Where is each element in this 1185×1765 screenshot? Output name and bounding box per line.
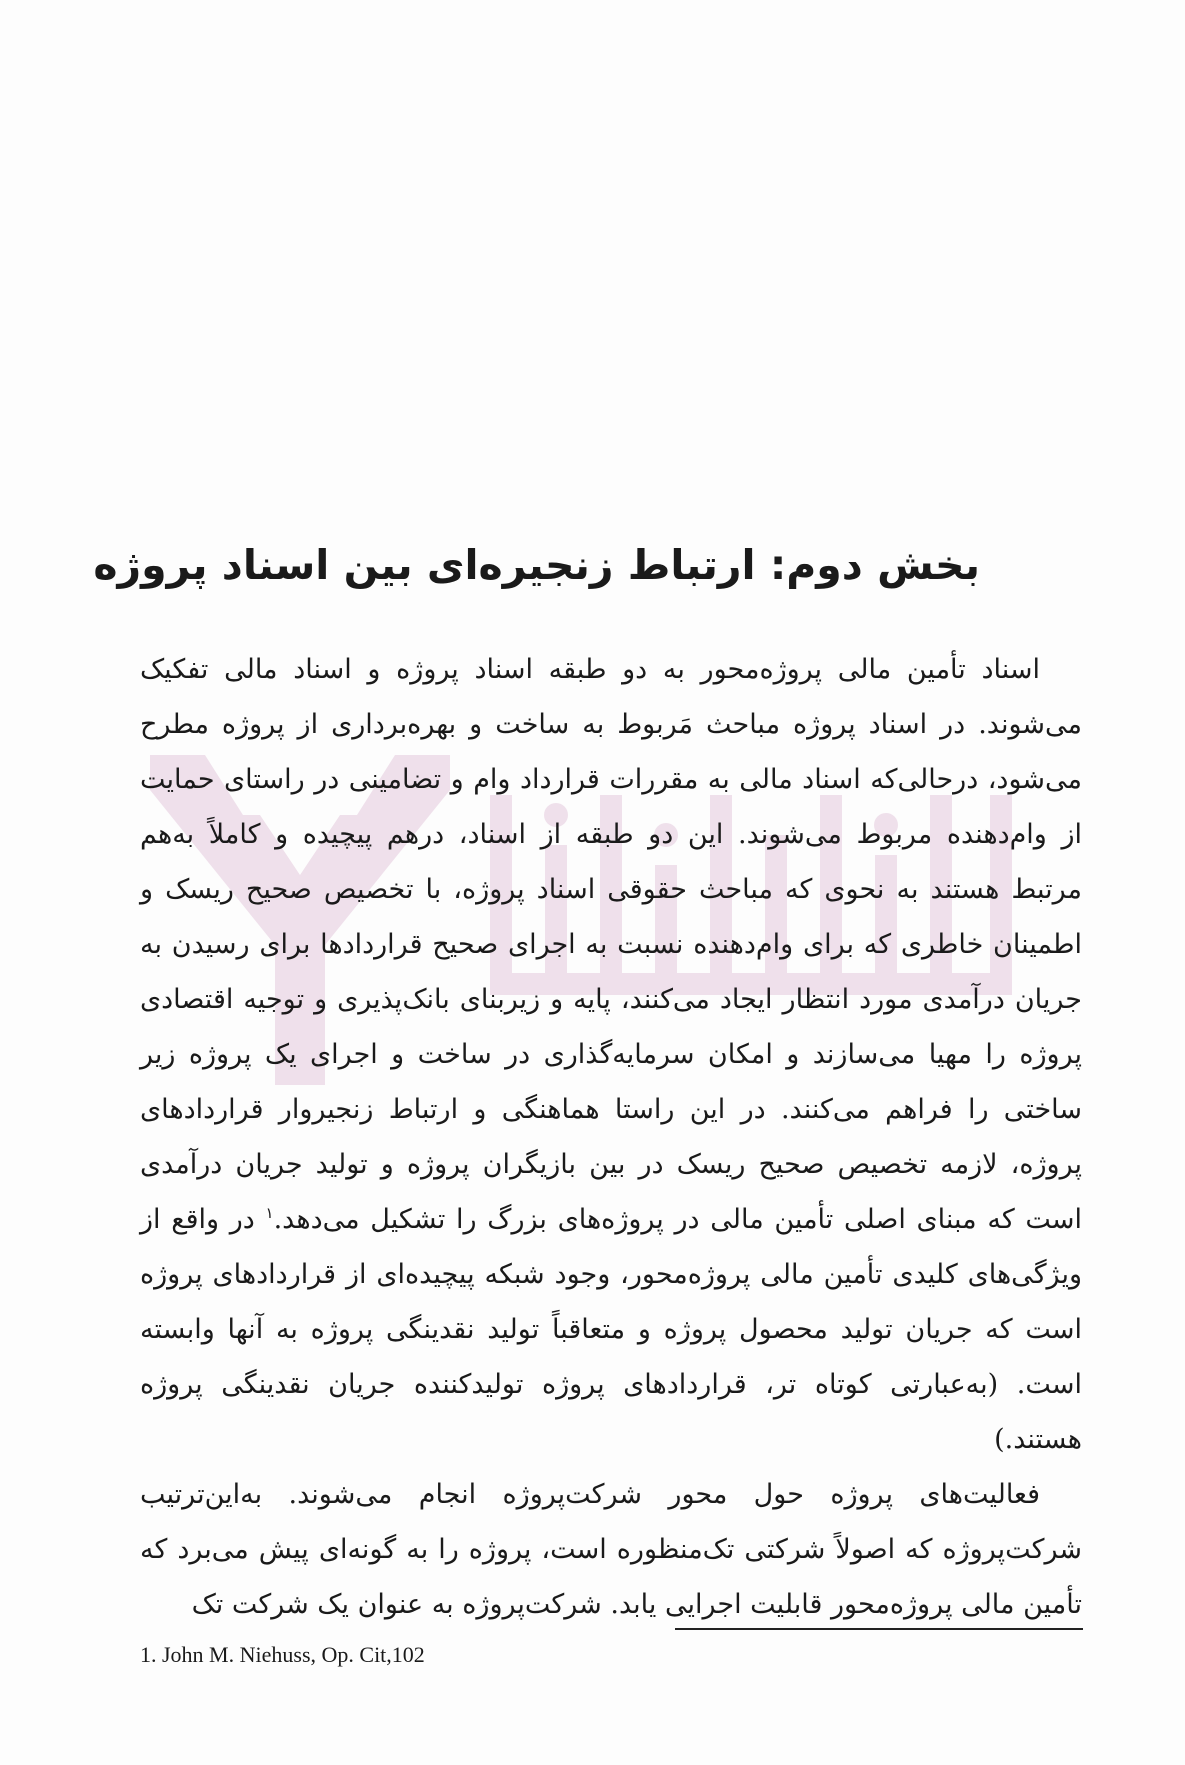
- footnote-text: 1. John M. Niehuss, Op. Cit,102: [140, 1642, 425, 1667]
- paragraph-2: فعالیت‌های پروژه حول محور شرکت‌پروژه انجام می‌شوند. به‌این‌ترتیب شرکت‌پروژه که اصولاً شرکتی تک‌منظوره است، پروژه را به گونه‌ای پیش می‌برد که تأمین مالی پروژه‌محور قابلیت اجرایی یابد. شرکت‌پروژه به عنوان یک شرکت تک: [140, 1479, 1082, 1620]
- section-heading: بخش دوم: ارتباط زنجیره‌ای بین اسناد پروژه: [93, 541, 980, 589]
- paragraph-1-text: اسناد تأمین مالی پروژه‌محور به دو طبقه اسناد پروژه و اسناد مالی تفکیک می‌شوند. در اسناد پروژه مباحث مَربوط به ساخت و بهره‌برداری از پروژه مطرح می‌شود، درحالی‌که اسناد مالی به مقررات قرارداد وام و تضامینی در راستای حمایت از وام‌دهنده مربوط می‌شوند. این دو طبقه از اسناد، درهم پیچیده و کاملاً به‌هم مرتبط هستند به نحوی که مباحث حقوقی اسناد پروژه، با تخصیص صحیح ریسک و اطمینان خاطری که برای وام‌دهنده نسبت به اجرای صحیح قراردادها برای رسیدن به جریان درآمدی مورد انتظار ایجاد می‌کنند، پایه و زیربنای بانک‌پذیری و توجیه اقتصادی پروژه را مهیا می‌سازند و امکان سرمایه‌گذاری در ساخت و اجرای یک پروژه زیر ساختی را فراهم می‌کنند. در این راستا هماهنگی و ارتباط زنجیروار قراردادهای پروژه، لازمه تخصیص صحیح ریسک در بین بازیگران پروژه و تولید جریان درآمدی است که مبنای اصلی تأمین مالی در پروژه‌های بزرگ را تشکیل می‌دهد.: [140, 654, 1082, 1235]
- paragraph-1: [140, 642, 1082, 1467]
- paragraph-1-continuation: در واقع از ویژگی‌های کلیدی تأمین مالی پروژه‌محور، وجود شبکه پیچیده‌ای از قراردادهای پروژه است که جریان تولید محصول پروژه و متعاقباً تولید نقدینگی پروژه به آنها وابسته است. (به‌عبارتی کوتاه تر، قراردادهای پروژه تولیدکننده جریان نقدینگی پروژه هستند.): [140, 1204, 1082, 1455]
- footnote-divider: [675, 1628, 1083, 1630]
- body-text: [140, 642, 1082, 1632]
- footnote-reference: ۱: [265, 1204, 274, 1222]
